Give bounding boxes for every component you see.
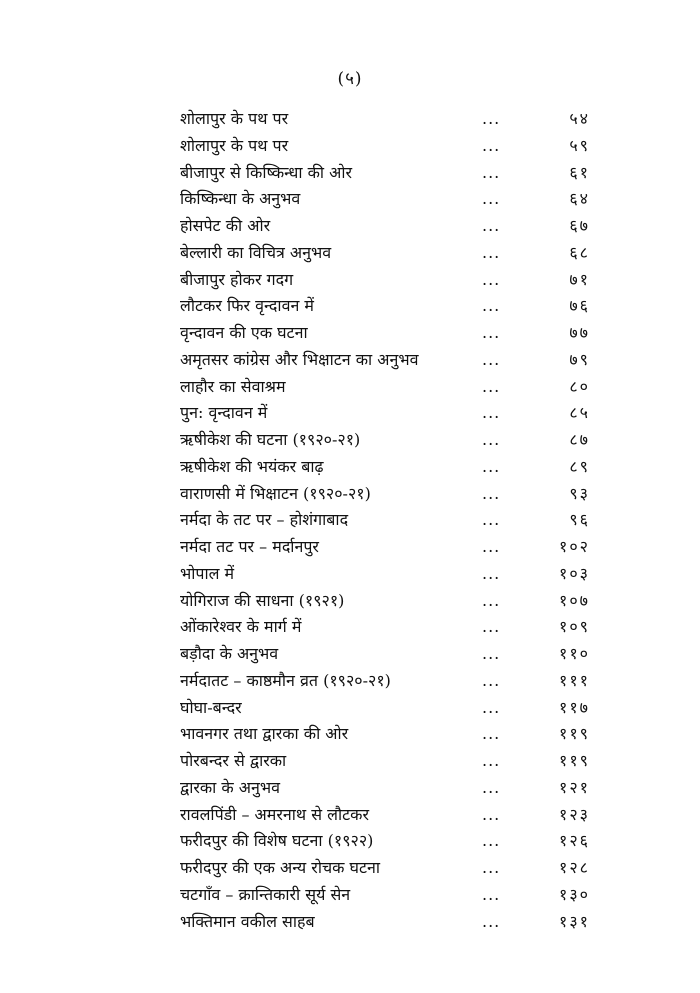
toc-entry [180, 186, 590, 213]
toc-entry-title: नर्मदातट – काष्ठमौन व्रत (१९२०-२१) [180, 670, 391, 690]
toc-entry-leader: ... [482, 563, 501, 583]
toc-entry-title: बीजापुर से किष्किन्धा की ओर [180, 162, 353, 182]
toc-entry-leader: ... [482, 216, 501, 235]
toc-entry [180, 855, 590, 882]
toc-entry [180, 320, 590, 347]
toc-entry [180, 374, 590, 401]
toc-entry-leader: ... [482, 109, 501, 128]
toc-entry-title: भोपाल में [180, 563, 235, 583]
table-of-contents [180, 106, 590, 935]
toc-entry-title: वाराणसी में भिक्षाटन (१९२०-२१) [180, 483, 371, 503]
toc-entry-title: द्वारका के अनुभव [180, 777, 281, 797]
toc-entry [180, 641, 590, 668]
toc-entry-leader: ... [482, 376, 501, 396]
toc-entry [180, 267, 590, 294]
toc-entry-page: १०३ [559, 563, 590, 583]
toc-entry [180, 507, 590, 534]
toc-entry-title: किष्किन्धा के अनुभव [180, 189, 301, 209]
toc-entry-title: वृन्दावन की एक घटना [180, 323, 308, 342]
toc-entry-page: ११७ [559, 697, 590, 717]
toc-entry [180, 400, 590, 427]
toc-entry-page: १२३ [559, 804, 590, 824]
toc-entry-page: ८९ [569, 456, 590, 476]
toc-entry-title: फरीदपुर की एक अन्य रोचक घटना [180, 858, 381, 877]
toc-entry [180, 160, 590, 187]
toc-entry-leader: ... [482, 269, 501, 289]
toc-entry-page: ५९ [569, 135, 590, 155]
toc-entry-page: ९६ [569, 510, 590, 530]
toc-entry-page: ७९ [569, 349, 590, 369]
toc-entry-title: योगिराज की साधना (१९२१) [180, 590, 345, 610]
page-number: (५) [337, 69, 363, 89]
toc-entry-title: लाहौर का सेवाश्रम [180, 376, 286, 396]
toc-entry-title: लौटकर फिर वृन्दावन में [180, 296, 314, 316]
toc-entry-leader: ... [482, 858, 501, 877]
toc-entry-leader: ... [482, 323, 501, 342]
toc-entry-leader: ... [482, 777, 501, 797]
toc-entry-page: ११९ [559, 724, 590, 744]
toc-entry-leader: ... [482, 430, 501, 449]
toc-entry-leader: ... [482, 242, 501, 262]
toc-entry-page: ७१ [569, 269, 590, 289]
toc-entry-title: भक्तिमान वकील साहब [180, 911, 315, 931]
toc-entry-leader: ... [482, 135, 501, 155]
toc-entry-leader: ... [482, 162, 501, 182]
toc-entry-title: नर्मदा तट पर – मर्दानपुर [180, 537, 319, 556]
toc-entry [180, 534, 590, 561]
toc-entry-leader: ... [482, 456, 501, 476]
toc-entry [180, 721, 590, 748]
toc-entry-leader: ... [482, 510, 501, 530]
toc-entry-page: १०२ [559, 537, 590, 556]
toc-entry-page: १३० [559, 884, 590, 904]
toc-entry-page: १२६ [559, 831, 590, 851]
toc-entry [180, 695, 590, 722]
toc-entry [180, 775, 590, 802]
toc-entry-leader: ... [482, 296, 501, 316]
toc-entry [180, 133, 590, 160]
toc-entry [180, 668, 590, 695]
toc-entry-leader: ... [482, 804, 501, 824]
toc-entry-page: १२१ [559, 777, 590, 797]
toc-entry-page: १२८ [559, 858, 590, 877]
toc-entry-title: नर्मदा के तट पर – होशंगाबाद [180, 510, 349, 530]
toc-entry-page: १०७ [559, 590, 590, 610]
toc-entry [180, 909, 590, 936]
toc-entry-title: बेल्लारी का विचित्र अनुभव [180, 242, 332, 262]
toc-entry-title: बीजापुर होकर गदग [180, 269, 294, 289]
toc-entry [180, 293, 590, 320]
toc-entry [180, 347, 590, 374]
toc-entry [180, 481, 590, 508]
toc-entry-title: रावलपिंडी – अमरनाथ से लौटकर [180, 804, 370, 824]
toc-entry-page: ८७ [569, 430, 590, 449]
toc-entry-leader: ... [482, 590, 501, 610]
toc-entry-title: शोलापुर के पथ पर [180, 135, 289, 155]
toc-entry-page: ९३ [569, 483, 590, 503]
toc-entry-page: १३१ [559, 911, 590, 931]
toc-entry-page: १०९ [559, 617, 590, 637]
toc-entry [180, 427, 590, 454]
toc-entry-title: भावनगर तथा द्वारका की ओर [180, 724, 349, 744]
toc-entry-page: ६४ [569, 189, 590, 209]
toc-entry-leader: ... [482, 831, 501, 851]
toc-entry-leader: ... [482, 884, 501, 904]
toc-entry-page: ८५ [569, 403, 590, 423]
toc-entry-title: चटगाँव – क्रान्तिकारी सूर्य सेन [180, 884, 351, 904]
toc-entry-page: ८० [569, 376, 590, 396]
toc-entry-leader: ... [482, 911, 501, 931]
toc-entry-title: ऋषीकेश की भयंकर बाढ़ [180, 456, 324, 476]
toc-entry-leader: ... [482, 724, 501, 744]
toc-entry-leader: ... [482, 617, 501, 637]
toc-entry-page: ११० [559, 644, 590, 663]
toc-entry [180, 213, 590, 240]
toc-entry-leader: ... [482, 644, 501, 663]
toc-entry-page: ५४ [569, 109, 590, 128]
toc-entry-title: होसपेट की ओर [180, 216, 271, 235]
toc-entry-leader: ... [482, 670, 501, 690]
toc-entry-page: १११ [559, 670, 590, 690]
toc-entry-title: पुन: वृन्दावन में [180, 403, 268, 423]
toc-entry-leader: ... [482, 751, 501, 770]
toc-entry-page: ६७ [569, 216, 590, 235]
toc-entry-leader: ... [482, 403, 501, 423]
toc-entry [180, 802, 590, 829]
toc-entry-page: ६१ [569, 162, 590, 182]
toc-entry-page: ६८ [569, 242, 590, 262]
toc-entry-page: ७६ [569, 296, 590, 316]
toc-entry-leader: ... [482, 483, 501, 503]
toc-entry [180, 240, 590, 267]
toc-entry-leader: ... [482, 189, 501, 209]
toc-entry [180, 454, 590, 481]
toc-entry [180, 588, 590, 615]
toc-entry [180, 614, 590, 641]
toc-entry [180, 828, 590, 855]
toc-entry-title: शोलापुर के पथ पर [180, 109, 289, 128]
toc-entry [180, 882, 590, 909]
toc-entry-leader: ... [482, 349, 501, 369]
toc-entry-title: ऋषीकेश की घटना (१९२०-२१) [180, 430, 361, 449]
toc-entry-title: पोरबन्दर से द्वारका [180, 751, 287, 770]
toc-entry-title: फरीदपुर की विशेष घटना (१९२२) [180, 831, 374, 851]
toc-entry-page: ७७ [569, 323, 590, 342]
toc-entry-title: अमृतसर कांग्रेस और भिक्षाटन का अनुभव [180, 349, 419, 369]
toc-entry [180, 561, 590, 588]
toc-entry-page: ११९ [559, 751, 590, 770]
toc-entry [180, 106, 590, 133]
toc-entry-leader: ... [482, 537, 501, 556]
toc-entry [180, 748, 590, 775]
toc-entry-leader: ... [482, 697, 501, 717]
toc-entry-title: बड़ौदा के अनुभव [180, 644, 279, 663]
toc-entry-title: घोघा-बन्दर [180, 697, 242, 717]
toc-entry-title: ओंकारेश्वर के मार्ग में [180, 617, 302, 637]
